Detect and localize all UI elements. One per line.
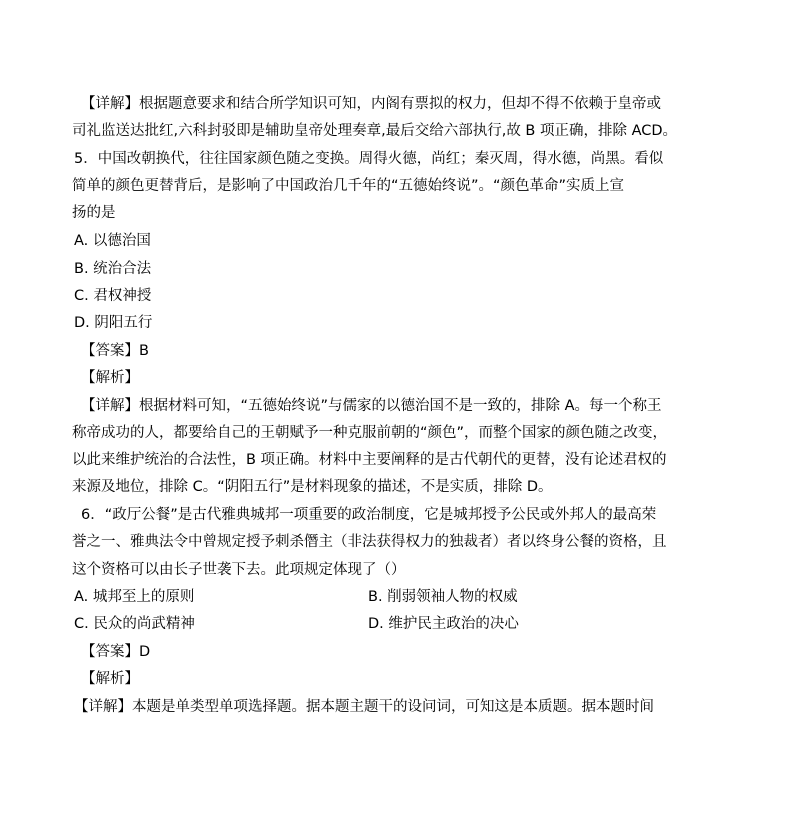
- q5-stem-line-3: 扬的是: [72, 205, 116, 221]
- q5-detail-line-2: 称帝成功的人，都要给自己的王朝赋予一种克服前朝的“颜色”，而整个国家的颜色随之改变，: [72, 425, 668, 441]
- q5-detail-line-3: 以此来维护统治的合法性，B 项正确。材料中主要阐释的是古代朝代的更替，没有论述君权的: [72, 452, 667, 468]
- q6-option-a: A. 城邦至上的原则: [74, 589, 195, 605]
- q5-stem-line-1: 5．中国改朝换代，往往国家颜色随之变换。周得火德，尚红；秦灭周，得水德，尚黑。看似: [74, 151, 664, 167]
- q5-detail-line-4: 来源及地位，排除 C。“阴阳五行”是材料现象的描述，不是实质，排除 D。: [72, 479, 553, 495]
- q6-detail-line-1: 【详解】本题是单类型单项选择题。据本题主题干的设问词，可知这是本质题。据本题时间: [74, 699, 654, 715]
- q6-stem-line-3: 这个资格可以由长子世袭下去。此项规定体现了（）: [72, 562, 406, 578]
- q6-stem-line-2: 誉之一、雅典法令中曾规定授予刺杀僭主（非法获得权力的独裁者）者以终身公餐的资格，且: [72, 534, 667, 550]
- q6-stem-line-1: 6．“政厅公餐”是古代雅典城邦一项重要的政治制度，它是城邦授予公民或外邦人的最高荣: [81, 507, 657, 523]
- q5-option-a: A. 以德治国: [74, 233, 151, 249]
- q6-option-b: B. 削弱领袖人物的权威: [368, 589, 518, 605]
- q5-answer: 【答案】B: [81, 343, 149, 359]
- q5-stem-line-2: 简单的颜色更替背后，是影响了中国政治几千年的“五德始终说”。“颜色革命”实质上宣: [72, 178, 625, 194]
- q6-answer: 【答案】D: [81, 644, 151, 660]
- q5-option-b: B. 统治合法: [74, 261, 152, 277]
- q5-option-c: C. 君权神授: [74, 288, 152, 304]
- q5-analysis-heading: 【解析】: [81, 370, 139, 386]
- q6-option-c: C. 民众的尚武精神: [74, 616, 195, 632]
- q5-detail-line-1: 【详解】根据材料可知，“五德始终说”与儒家的以德治国不是一致的，排除 A。每一个称王: [81, 398, 662, 414]
- q6-analysis-heading: 【解析】: [81, 671, 139, 687]
- q5-option-d: D. 阴阳五行: [74, 315, 153, 331]
- q4-detail-line-1: 【详解】根据题意要求和结合所学知识可知，内阁有票拟的权力，但却不得不依赖于皇帝或: [81, 96, 661, 112]
- q4-detail-line-2: 司礼监送达批红,六科封驳即是辅助皇帝处理奏章,最后交给六部执行,故 B 项正确，排除 ACD。: [72, 123, 678, 139]
- q6-option-d: D. 维护民主政治的决心: [368, 616, 519, 632]
